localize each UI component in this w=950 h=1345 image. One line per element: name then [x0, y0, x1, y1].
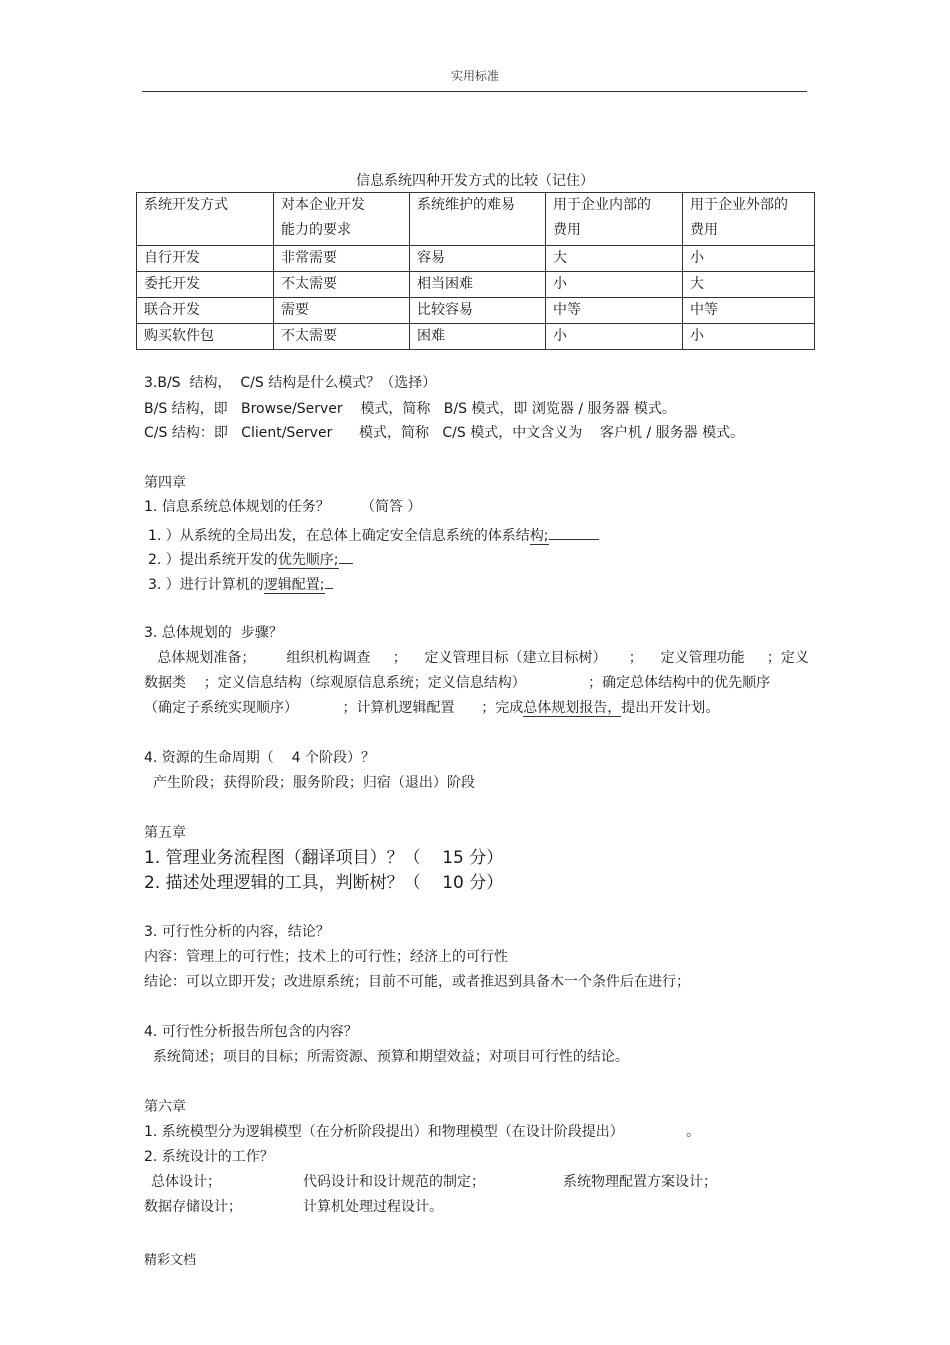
- chapter-4-heading: 第四章: [144, 475, 186, 491]
- table-row: [137, 246, 815, 272]
- table-cell: 非常需要: [274, 246, 410, 272]
- ch4-answer-1: 1. ）从系统的全局出发，在总体上确定安全信息系统的体系结构;: [148, 525, 599, 545]
- chapter-6-heading: 第六章: [144, 1099, 186, 1115]
- table-row: [137, 324, 815, 350]
- column-header: 对本企业开发 能力的要求: [274, 193, 410, 246]
- ch4-question-4: 4. 资源的生命周期（ 4 个阶段）？: [144, 750, 375, 766]
- ch5-question-4: 4. 可行性分析报告所包含的内容？: [144, 1024, 358, 1040]
- table-cell: 小: [683, 324, 815, 350]
- ch4-answer-2: 2. ）提出系统开发的优先顺序;: [148, 549, 353, 569]
- ch6-question-2: 2. 系统设计的工作？: [144, 1149, 274, 1165]
- ch4-steps-line-3: （确定子系统实现顺序） ；计算机逻辑配置 ；完成总体规划报告，提出开发计划。: [144, 700, 720, 716]
- column-header: 系统维护的难易: [410, 193, 546, 246]
- table-cell: 大: [683, 272, 815, 298]
- table-cell: 不太需要: [274, 324, 410, 350]
- table-cell: 不太需要: [274, 272, 410, 298]
- ch6-question-1: 1. 系统模型分为逻辑模型（在分析阶段提出）和物理模型（在设计阶段提出） 。: [144, 1124, 701, 1140]
- column-header: 用于企业外部的 费用: [683, 193, 815, 246]
- table-cell: 联合开发: [137, 298, 274, 324]
- cs-definition: C/S 结构：即 Client/Server 模式，简称 C/S 模式，中文含义为 客户机 / 服务器 模式。: [144, 425, 745, 441]
- ch4-steps-line-1: 总体规划准备； 组织机构调查 ； 定义管理目标（建立目标树） ； 定义管理功能 ；定义: [144, 650, 809, 666]
- ch4-question-1: 1. 信息系统总体规划的任务？ （简答 ）: [144, 499, 422, 515]
- comparison-table: [136, 192, 815, 350]
- table-cell: 需要: [274, 298, 410, 324]
- ch4-answer-3: 3. ）进行计算机的逻辑配置;: [148, 574, 333, 594]
- ch4-question-3: 3. 总体规划的 步骤？: [144, 625, 283, 641]
- page-footer: 精彩文档: [144, 1253, 197, 1268]
- ch5-answer-4: 系统简述；项目的目标；所需资源、预算和期望效益；对项目可行性的结论。: [144, 1049, 629, 1065]
- bs-definition: B/S 结构，即 Browse/Server 模式，简称 B/S 模式，即 浏览器 / 服务器 模式。: [144, 401, 676, 417]
- table-row: [137, 298, 815, 324]
- column-header: 系统开发方式: [137, 193, 274, 246]
- ch6-work-item: 总体设计；: [151, 1174, 221, 1190]
- ch6-work-item: 代码设计和设计规范的制定；: [303, 1174, 485, 1190]
- table-cell: 容易: [410, 246, 546, 272]
- table-cell: 比较容易: [410, 298, 546, 324]
- column-header: 用于企业内部的 费用: [546, 193, 683, 246]
- table-cell: 自行开发: [137, 246, 274, 272]
- table-cell: 委托开发: [137, 272, 274, 298]
- table-cell: 中等: [683, 298, 815, 324]
- table-cell: 购买软件包: [137, 324, 274, 350]
- table-cell: 中等: [546, 298, 683, 324]
- ch5-content: 内容：管理上的可行性；技术上的可行性；经济上的可行性: [144, 949, 508, 965]
- chapter-5-heading: 第五章: [144, 825, 186, 841]
- page-header: 实用标准: [450, 69, 499, 83]
- table-cell: 小: [546, 272, 683, 298]
- table-cell: 小: [546, 324, 683, 350]
- table-cell: 大: [546, 246, 683, 272]
- table-row: [137, 272, 815, 298]
- question-bs-cs: 3.B/S 结构， C/S 结构是什么模式？（选择）: [144, 375, 437, 391]
- ch5-question-1: 1. 管理业务流程图（翻译项目）？（ 15 分）: [144, 848, 504, 868]
- table-header-row: [137, 193, 815, 246]
- table-cell: 相当困难: [410, 272, 546, 298]
- ch6-work-item: 系统物理配置方案设计；: [563, 1174, 717, 1190]
- ch4-steps-line-2: 数据类 ；定义信息结构（综观原信息系统；定义信息结构） ；确定总体结构中的优先顺序: [144, 675, 771, 691]
- ch5-question-2: 2. 描述处理逻辑的工具，判断树？（ 10 分）: [144, 873, 504, 893]
- table-title: 信息系统四种开发方式的比较（记住）: [356, 173, 594, 189]
- table-cell: 小: [683, 246, 815, 272]
- ch5-conclusion: 结论：可以立即开发；改进原系统；目前不可能，或者推迟到具备木一个条件后在进行；: [144, 974, 690, 990]
- table-cell: 困难: [410, 324, 546, 350]
- ch6-work-item: 计算机处理过程设计。: [303, 1199, 443, 1215]
- header-divider: [142, 91, 807, 92]
- ch5-question-3: 3. 可行性分析的内容，结论？: [144, 924, 330, 940]
- ch6-work-item: 数据存储设计；: [144, 1199, 242, 1215]
- ch4-answer-4: 产生阶段；获得阶段；服务阶段；归宿（退出）阶段: [144, 775, 475, 791]
